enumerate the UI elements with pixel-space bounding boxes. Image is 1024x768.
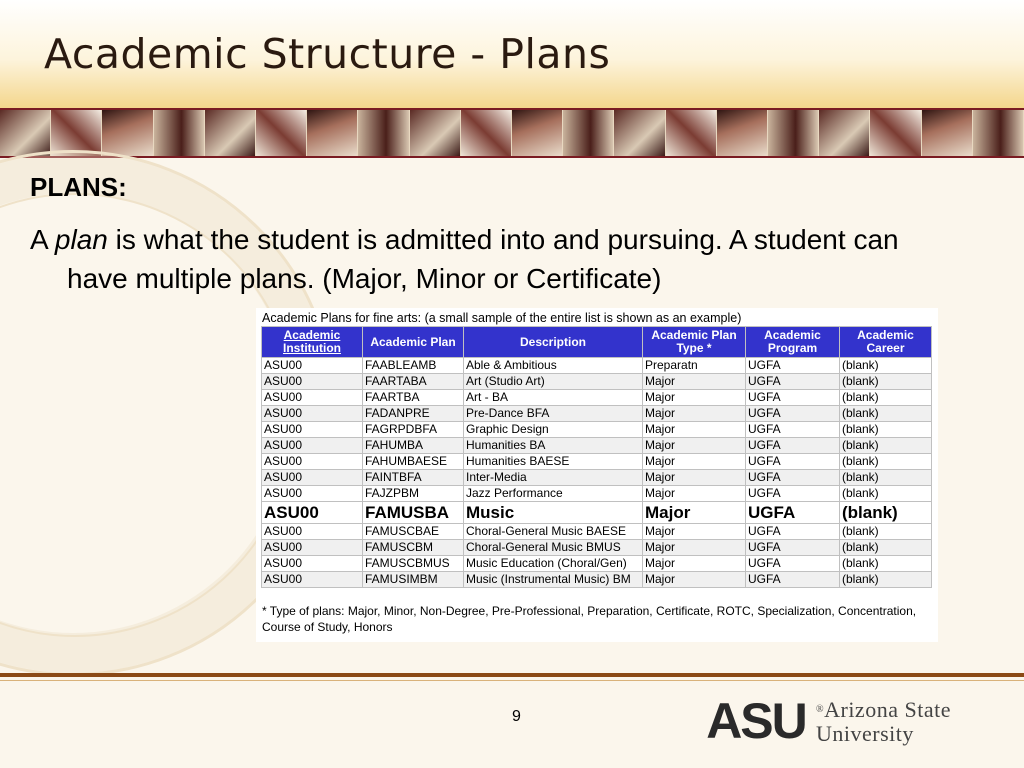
table-cell: Music: [464, 502, 643, 524]
table-row: [262, 540, 932, 556]
table-cell: UGFA: [746, 454, 840, 470]
table-row: [262, 524, 932, 540]
table-cell: Major: [643, 540, 746, 556]
slide-header: [0, 0, 1024, 108]
footer-rule: [0, 673, 1024, 677]
table-cell: Major: [643, 470, 746, 486]
desc-prefix: A: [30, 224, 55, 255]
table-cell: FAMUSCBMUS: [363, 556, 464, 572]
table-cell: ASU00: [262, 438, 363, 454]
table-cell: Major: [643, 422, 746, 438]
table-cell: Art (Studio Art): [464, 374, 643, 390]
table-row: [262, 406, 932, 422]
asu-logo: [700, 696, 1000, 748]
academic-plans-table-image: [256, 308, 938, 642]
table-cell: (blank): [840, 438, 932, 454]
table-cell: UGFA: [746, 358, 840, 374]
table-cell: Major: [643, 374, 746, 390]
table-row: [262, 556, 932, 572]
table-cell: Major: [643, 502, 746, 524]
table-cell: (blank): [840, 502, 932, 524]
table-cell: (blank): [840, 390, 932, 406]
table-cell: Music (Instrumental Music) BM: [464, 572, 643, 588]
table-row: [262, 358, 932, 374]
table-cell: FAMUSIMBM: [363, 572, 464, 588]
table-cell: UGFA: [746, 406, 840, 422]
table-cell: Able & Ambitious: [464, 358, 643, 374]
table-row: [262, 422, 932, 438]
table-cell: (blank): [840, 486, 932, 502]
table-cell: Preparatn: [643, 358, 746, 374]
table-cell: FAMUSCBM: [363, 540, 464, 556]
table-row: [262, 374, 932, 390]
table-cell: Choral-General Music BMUS: [464, 540, 643, 556]
table-cell: ASU00: [262, 524, 363, 540]
table-cell: FAARTABA: [363, 374, 464, 390]
column-header: Description: [464, 327, 643, 358]
table-cell: FAMUSCBAE: [363, 524, 464, 540]
table-cell: Major: [643, 406, 746, 422]
table-cell: (blank): [840, 454, 932, 470]
table-cell: (blank): [840, 374, 932, 390]
table-cell: FAINTBFA: [363, 470, 464, 486]
svg-text:ASU: ASU: [706, 698, 806, 744]
table-cell: ASU00: [262, 390, 363, 406]
plan-description: [30, 220, 967, 298]
table-cell: UGFA: [746, 486, 840, 502]
table-cell: (blank): [840, 524, 932, 540]
table-cell: FAABLEAMB: [363, 358, 464, 374]
table-cell: Pre-Dance BFA: [464, 406, 643, 422]
table-cell: Humanities BA: [464, 438, 643, 454]
table-cell: Major: [643, 454, 746, 470]
table-cell: (blank): [840, 470, 932, 486]
table-cell: Inter-Media: [464, 470, 643, 486]
logo-line-1: ®Arizona State: [816, 697, 951, 722]
table-cell: UGFA: [746, 470, 840, 486]
table-cell: Major: [643, 524, 746, 540]
column-header: Academic Plan Type *: [643, 327, 746, 358]
table-cell: (blank): [840, 572, 932, 588]
table-cell: ASU00: [262, 470, 363, 486]
campus-photo-strip: [0, 108, 1024, 158]
table-cell: (blank): [840, 358, 932, 374]
table-body: [262, 358, 932, 588]
logo-line-2: University: [816, 721, 914, 746]
table-cell: FAARTBA: [363, 390, 464, 406]
table-cell: UGFA: [746, 422, 840, 438]
table-cell: UGFA: [746, 572, 840, 588]
asu-logo-wordmark: [816, 698, 951, 746]
table-row: [262, 454, 932, 470]
footer-rule-thin: [0, 680, 1024, 681]
table-cell: FAGRPDBFA: [363, 422, 464, 438]
table-cell: Major: [643, 390, 746, 406]
table-cell: (blank): [840, 540, 932, 556]
column-header: Academic Plan: [363, 327, 464, 358]
table-cell: FAHUMBAESE: [363, 454, 464, 470]
table-cell: Major: [643, 556, 746, 572]
slide-title: Academic Structure - Plans: [44, 30, 611, 78]
desc-emphasis: plan: [54, 224, 108, 255]
table-row: [262, 438, 932, 454]
table-cell: Major: [643, 572, 746, 588]
desc-suffix: is what the student is admitted into and pursuing. A student can have multiple plans. (Major, Minor or Certificate): [67, 224, 899, 294]
table-cell: UGFA: [746, 524, 840, 540]
table-cell: ASU00: [262, 454, 363, 470]
plans-heading: PLANS:: [30, 172, 127, 202]
table-cell: (blank): [840, 406, 932, 422]
table-cell: ASU00: [262, 540, 363, 556]
academic-plans-table: [261, 326, 932, 588]
table-row: [262, 390, 932, 406]
table-header-row: [262, 327, 932, 358]
table-row: [262, 502, 932, 524]
table-cell: (blank): [840, 556, 932, 572]
table-cell: UGFA: [746, 390, 840, 406]
table-row: [262, 470, 932, 486]
table-cell: UGFA: [746, 502, 840, 524]
table-cell: ASU00: [262, 358, 363, 374]
table-row: [262, 572, 932, 588]
column-header: Academic Career: [840, 327, 932, 358]
table-cell: (blank): [840, 422, 932, 438]
table-cell: Music Education (Choral/Gen): [464, 556, 643, 572]
table-footnote: * Type of plans: Major, Minor, Non-Degree, Pre-Professional, Preparation, Certificate, ROTC, Specialization, Concentration, Course of Study, Honors: [262, 604, 917, 634]
table-cell: Major: [643, 486, 746, 502]
table-cell: ASU00: [262, 422, 363, 438]
table-cell: ASU00: [262, 502, 363, 524]
table-cell: Graphic Design: [464, 422, 643, 438]
column-header: Academic Program: [746, 327, 840, 358]
table-cell: ASU00: [262, 486, 363, 502]
table-cell: UGFA: [746, 556, 840, 572]
table-cell: UGFA: [746, 374, 840, 390]
table-cell: FAHUMBA: [363, 438, 464, 454]
table-cell: Humanities BAESE: [464, 454, 643, 470]
table-cell: Major: [643, 438, 746, 454]
table-row: [262, 486, 932, 502]
table-cell: Art - BA: [464, 390, 643, 406]
table-cell: ASU00: [262, 374, 363, 390]
table-cell: ASU00: [262, 572, 363, 588]
asu-logo-mark-icon: [700, 698, 812, 744]
table-cell: UGFA: [746, 540, 840, 556]
page-number: 9: [512, 708, 521, 725]
table-cell: FAMUSBA: [363, 502, 464, 524]
table-cell: ASU00: [262, 406, 363, 422]
table-cell: FAJZPBM: [363, 486, 464, 502]
column-header: Academic Institution: [262, 327, 363, 358]
table-caption: Academic Plans for fine arts: (a small sample of the entire list is shown as an example): [262, 311, 742, 325]
table-cell: FADANPRE: [363, 406, 464, 422]
table-cell: ASU00: [262, 556, 363, 572]
table-cell: Choral-General Music BAESE: [464, 524, 643, 540]
table-cell: UGFA: [746, 438, 840, 454]
table-cell: Jazz Performance: [464, 486, 643, 502]
